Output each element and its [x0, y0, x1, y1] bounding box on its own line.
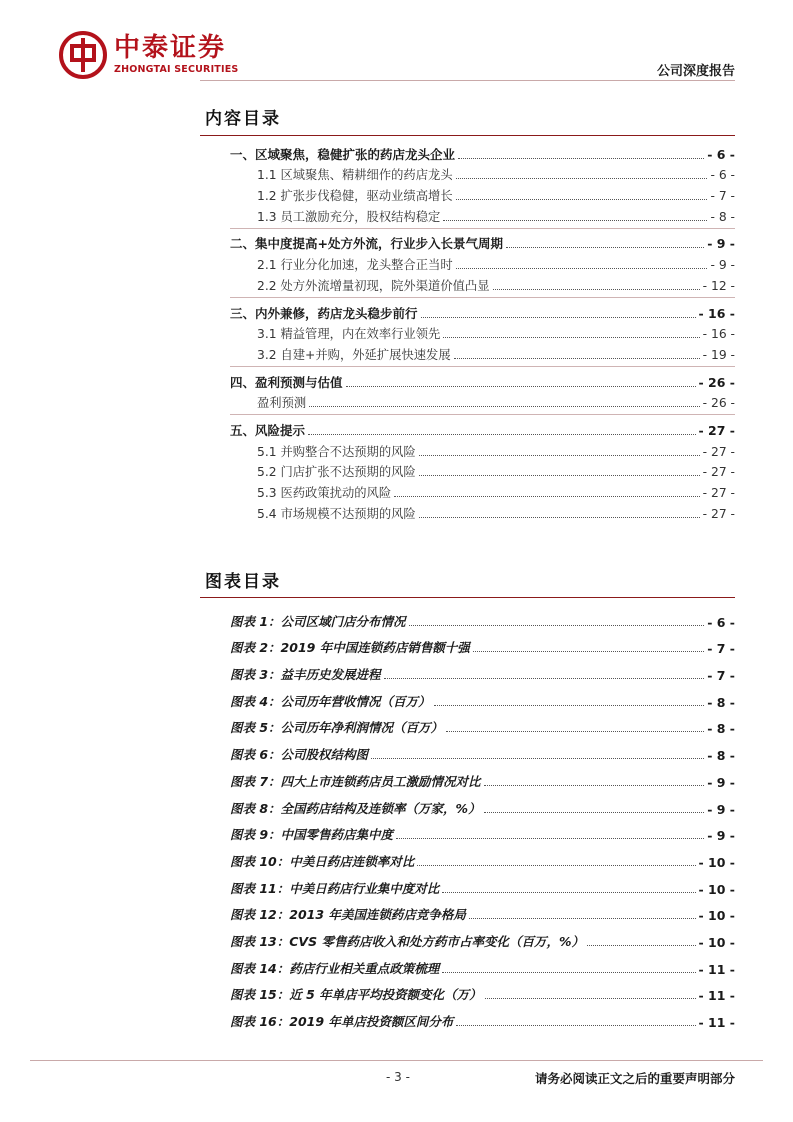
dot-leader [473, 651, 705, 652]
figure-entry[interactable] [230, 630, 735, 657]
toc-title: 内容目录 [205, 109, 281, 129]
dot-leader [506, 247, 704, 248]
entry-page-number: - 11 - [698, 988, 735, 1004]
dot-leader [484, 812, 705, 813]
entry-label: 图表 15：近 5 年单店平均投资额变化（万） [230, 987, 482, 1003]
toc-section-entry[interactable] [230, 204, 735, 225]
entry-page-number: - 26 - [698, 374, 735, 390]
entry-page-number: - 10 - [698, 934, 735, 950]
dot-leader [456, 1025, 695, 1026]
entry-page-number: - 8 - [710, 209, 735, 224]
entry-label: 图表 12：2013 年美国连锁药店竞争格局 [230, 907, 466, 923]
entry-page-number: - 7 - [710, 189, 735, 204]
dot-leader [456, 199, 708, 200]
figure-entry[interactable] [230, 763, 735, 790]
toc-section-entry[interactable] [230, 480, 735, 501]
entry-label: 5.2 门店扩张不达预期的风险 [257, 465, 416, 480]
entry-page-number: - 7 - [707, 641, 735, 657]
dot-leader [442, 972, 695, 973]
figure-entry[interactable] [230, 977, 735, 1004]
entry-page-number: - 16 - [698, 305, 735, 321]
entry-label: 图表 11：中美日药店行业集中度对比 [230, 880, 440, 896]
toc-section-entry[interactable] [230, 163, 735, 184]
figure-entry[interactable] [230, 603, 735, 630]
toc-group-divider [230, 228, 735, 229]
toc-section-entry[interactable] [230, 460, 735, 481]
entry-label: 盈利预测 [257, 396, 307, 411]
entry-label: 图表 8：全国药店结构及连锁率（万家，%） [230, 800, 481, 816]
entry-label: 四、盈利预测与估值 [230, 374, 343, 390]
entry-label: 1.1 区域聚焦、精耕细作的药店龙头 [257, 168, 453, 183]
dot-leader [394, 496, 700, 497]
figure-entry[interactable] [230, 683, 735, 710]
toc-section-entry[interactable] [230, 439, 735, 460]
entry-page-number: - 6 - [707, 614, 735, 630]
dot-leader [419, 455, 700, 456]
entry-page-number: - 6 - [707, 146, 735, 162]
entry-label: 5.3 医药政策扰动的风险 [257, 486, 392, 500]
dot-leader [434, 705, 705, 706]
figure-entry[interactable] [230, 790, 735, 817]
entry-label: 5.4 市场规模不达预期的风险 [257, 506, 416, 521]
toc-chapter-entry[interactable] [230, 418, 735, 439]
page-number: - 3 - [386, 1070, 410, 1084]
entry-page-number: - 7 - [707, 668, 735, 684]
toc-title-divider [200, 135, 735, 136]
toc-group-divider [230, 414, 735, 415]
figure-entry[interactable] [230, 710, 735, 737]
dot-leader [493, 289, 700, 290]
report-type-label: 公司深度报告 [656, 64, 735, 79]
entry-page-number: - 10 - [698, 908, 735, 924]
dot-leader [371, 758, 704, 759]
toc-section-entry[interactable] [230, 391, 735, 412]
dot-leader [587, 945, 696, 946]
page-header [0, 0, 793, 95]
entry-label: 3.1 精益管理，内在效率行业领先 [257, 327, 441, 342]
entry-page-number: - 9 - [707, 236, 735, 252]
figure-entry[interactable] [230, 1003, 735, 1030]
figure-entry[interactable] [230, 870, 735, 897]
figure-entry[interactable] [230, 950, 735, 977]
figure-entry[interactable] [230, 736, 735, 763]
entry-label: 3.2 自建+并购，外延扩展快速发展 [257, 347, 451, 362]
dot-leader [421, 317, 696, 318]
entry-label: 图表 1：公司区域门店分布情况 [230, 613, 406, 629]
figure-entry[interactable] [230, 897, 735, 924]
entry-label: 图表 6：公司股权结构图 [230, 747, 369, 763]
entry-page-number: - 27 - [702, 506, 735, 521]
entry-page-number: - 27 - [702, 465, 735, 480]
entry-page-number: - 10 - [698, 881, 735, 897]
entry-label: 一、区域聚焦，稳健扩张的药店龙头企业 [230, 146, 456, 162]
zhongtai-logo-icon [58, 30, 108, 80]
dot-leader [484, 785, 705, 786]
entry-page-number: - 27 - [698, 422, 735, 438]
entry-label: 图表 13：CVS 零售药店收入和处方药市占率变化（百万，%） [230, 933, 584, 949]
list-of-figures [230, 603, 735, 1030]
toc-section-entry[interactable] [230, 342, 735, 363]
entry-page-number: - 11 - [698, 961, 735, 977]
toc-section-entry[interactable] [230, 273, 735, 294]
dot-leader [417, 865, 695, 866]
entry-label: 图表 5：公司历年净利润情况（百万） [230, 720, 444, 736]
dot-leader [443, 220, 707, 221]
entry-page-number: - 16 - [702, 327, 735, 342]
entry-label: 5.1 并购整合不达预期的风险 [257, 444, 416, 459]
entry-label: 2.2 处方外流增量初现，院外渠道价值凸显 [257, 278, 490, 293]
dot-leader [454, 358, 700, 359]
dot-leader [346, 386, 696, 387]
footer-divider [30, 1060, 763, 1061]
dot-leader [446, 731, 704, 732]
entry-page-number: - 6 - [710, 168, 735, 183]
logo-chinese-name: 中泰证券 [114, 33, 227, 63]
figure-entry[interactable] [230, 843, 735, 870]
entry-page-number: - 9 - [707, 801, 735, 817]
dot-leader [442, 892, 695, 893]
entry-label: 五、风险提示 [230, 422, 306, 438]
entry-label: 图表 16：2019 年单店投资额区间分布 [230, 1014, 454, 1029]
dot-leader [309, 406, 699, 407]
entry-label: 图表 7：四大上市连锁药店员工激励情况对比 [230, 773, 481, 789]
entry-label: 图表 3：益丰历史发展进程 [230, 667, 381, 683]
entry-label: 2.1 行业分化加速，龙头整合正当时 [257, 258, 453, 273]
entry-page-number: - 8 - [707, 721, 735, 737]
entry-page-number: - 12 - [702, 278, 735, 293]
entry-page-number: - 27 - [702, 444, 735, 459]
entry-page-number: - 8 - [707, 748, 735, 764]
entry-label: 图表 4：公司历年营收情况（百万） [230, 693, 431, 709]
entry-page-number: - 10 - [698, 854, 735, 870]
entry-label: 图表 10：中美日药店连锁率对比 [230, 853, 415, 869]
entry-page-number: - 8 - [707, 694, 735, 710]
toc-section-entry[interactable] [230, 252, 735, 273]
dot-leader [308, 434, 696, 435]
logo-english-name: ZHONGTAI SECURITIES [114, 64, 239, 75]
dot-leader [469, 918, 696, 919]
entry-page-number: - 26 - [702, 396, 735, 411]
figure-entry[interactable] [230, 923, 735, 950]
dot-leader [384, 678, 705, 679]
entry-label: 图表 14：药店行业相关重点政策梳理 [230, 960, 440, 976]
toc-group-divider [230, 297, 735, 298]
dot-leader [396, 838, 704, 839]
toc-section-entry[interactable] [230, 183, 735, 204]
footer-disclaimer: 请务必阅读正文之后的重要声明部分 [534, 1071, 735, 1086]
entry-page-number: - 11 - [698, 1015, 735, 1030]
toc-section-entry[interactable] [230, 501, 735, 522]
entry-page-number: - 27 - [702, 486, 735, 500]
dot-leader [419, 517, 700, 518]
entry-label: 二、集中度提高+处方外流，行业步入长景气周期 [230, 236, 503, 252]
entry-label: 图表 9：中国零售药店集中度 [230, 827, 394, 843]
lof-title-divider [200, 597, 735, 598]
toc-chapter-entry[interactable] [230, 232, 735, 253]
entry-page-number: - 19 - [702, 347, 735, 362]
figure-entry[interactable] [230, 656, 735, 683]
entry-page-number: - 9 - [710, 258, 735, 273]
lof-title: 图表目录 [205, 572, 281, 592]
toc-section-entry[interactable] [230, 322, 735, 343]
header-divider [200, 80, 735, 81]
toc-chapter-entry[interactable] [230, 301, 735, 322]
dot-leader [456, 178, 708, 179]
dot-leader [419, 475, 700, 476]
dot-leader [409, 625, 705, 626]
entry-page-number: - 9 - [707, 828, 735, 844]
toc-chapter-entry[interactable] [230, 370, 735, 391]
entry-page-number: - 9 - [707, 774, 735, 790]
dot-leader [458, 158, 704, 159]
entry-label: 1.3 员工激励充分，股权结构稳定 [257, 209, 441, 224]
dot-leader [443, 337, 699, 338]
toc-group-divider [230, 366, 735, 367]
figure-entry[interactable] [230, 817, 735, 844]
entry-label: 三、内外兼修，药店龙头稳步前行 [230, 305, 418, 321]
dot-leader [456, 268, 708, 269]
table-of-contents [230, 142, 735, 522]
dot-leader [485, 998, 696, 999]
entry-label: 图表 2：2019 年中国连锁药店销售额十强 [230, 640, 470, 656]
entry-label: 1.2 扩张步伐稳健，驱动业绩高增长 [257, 189, 453, 204]
toc-chapter-entry[interactable] [230, 142, 735, 163]
